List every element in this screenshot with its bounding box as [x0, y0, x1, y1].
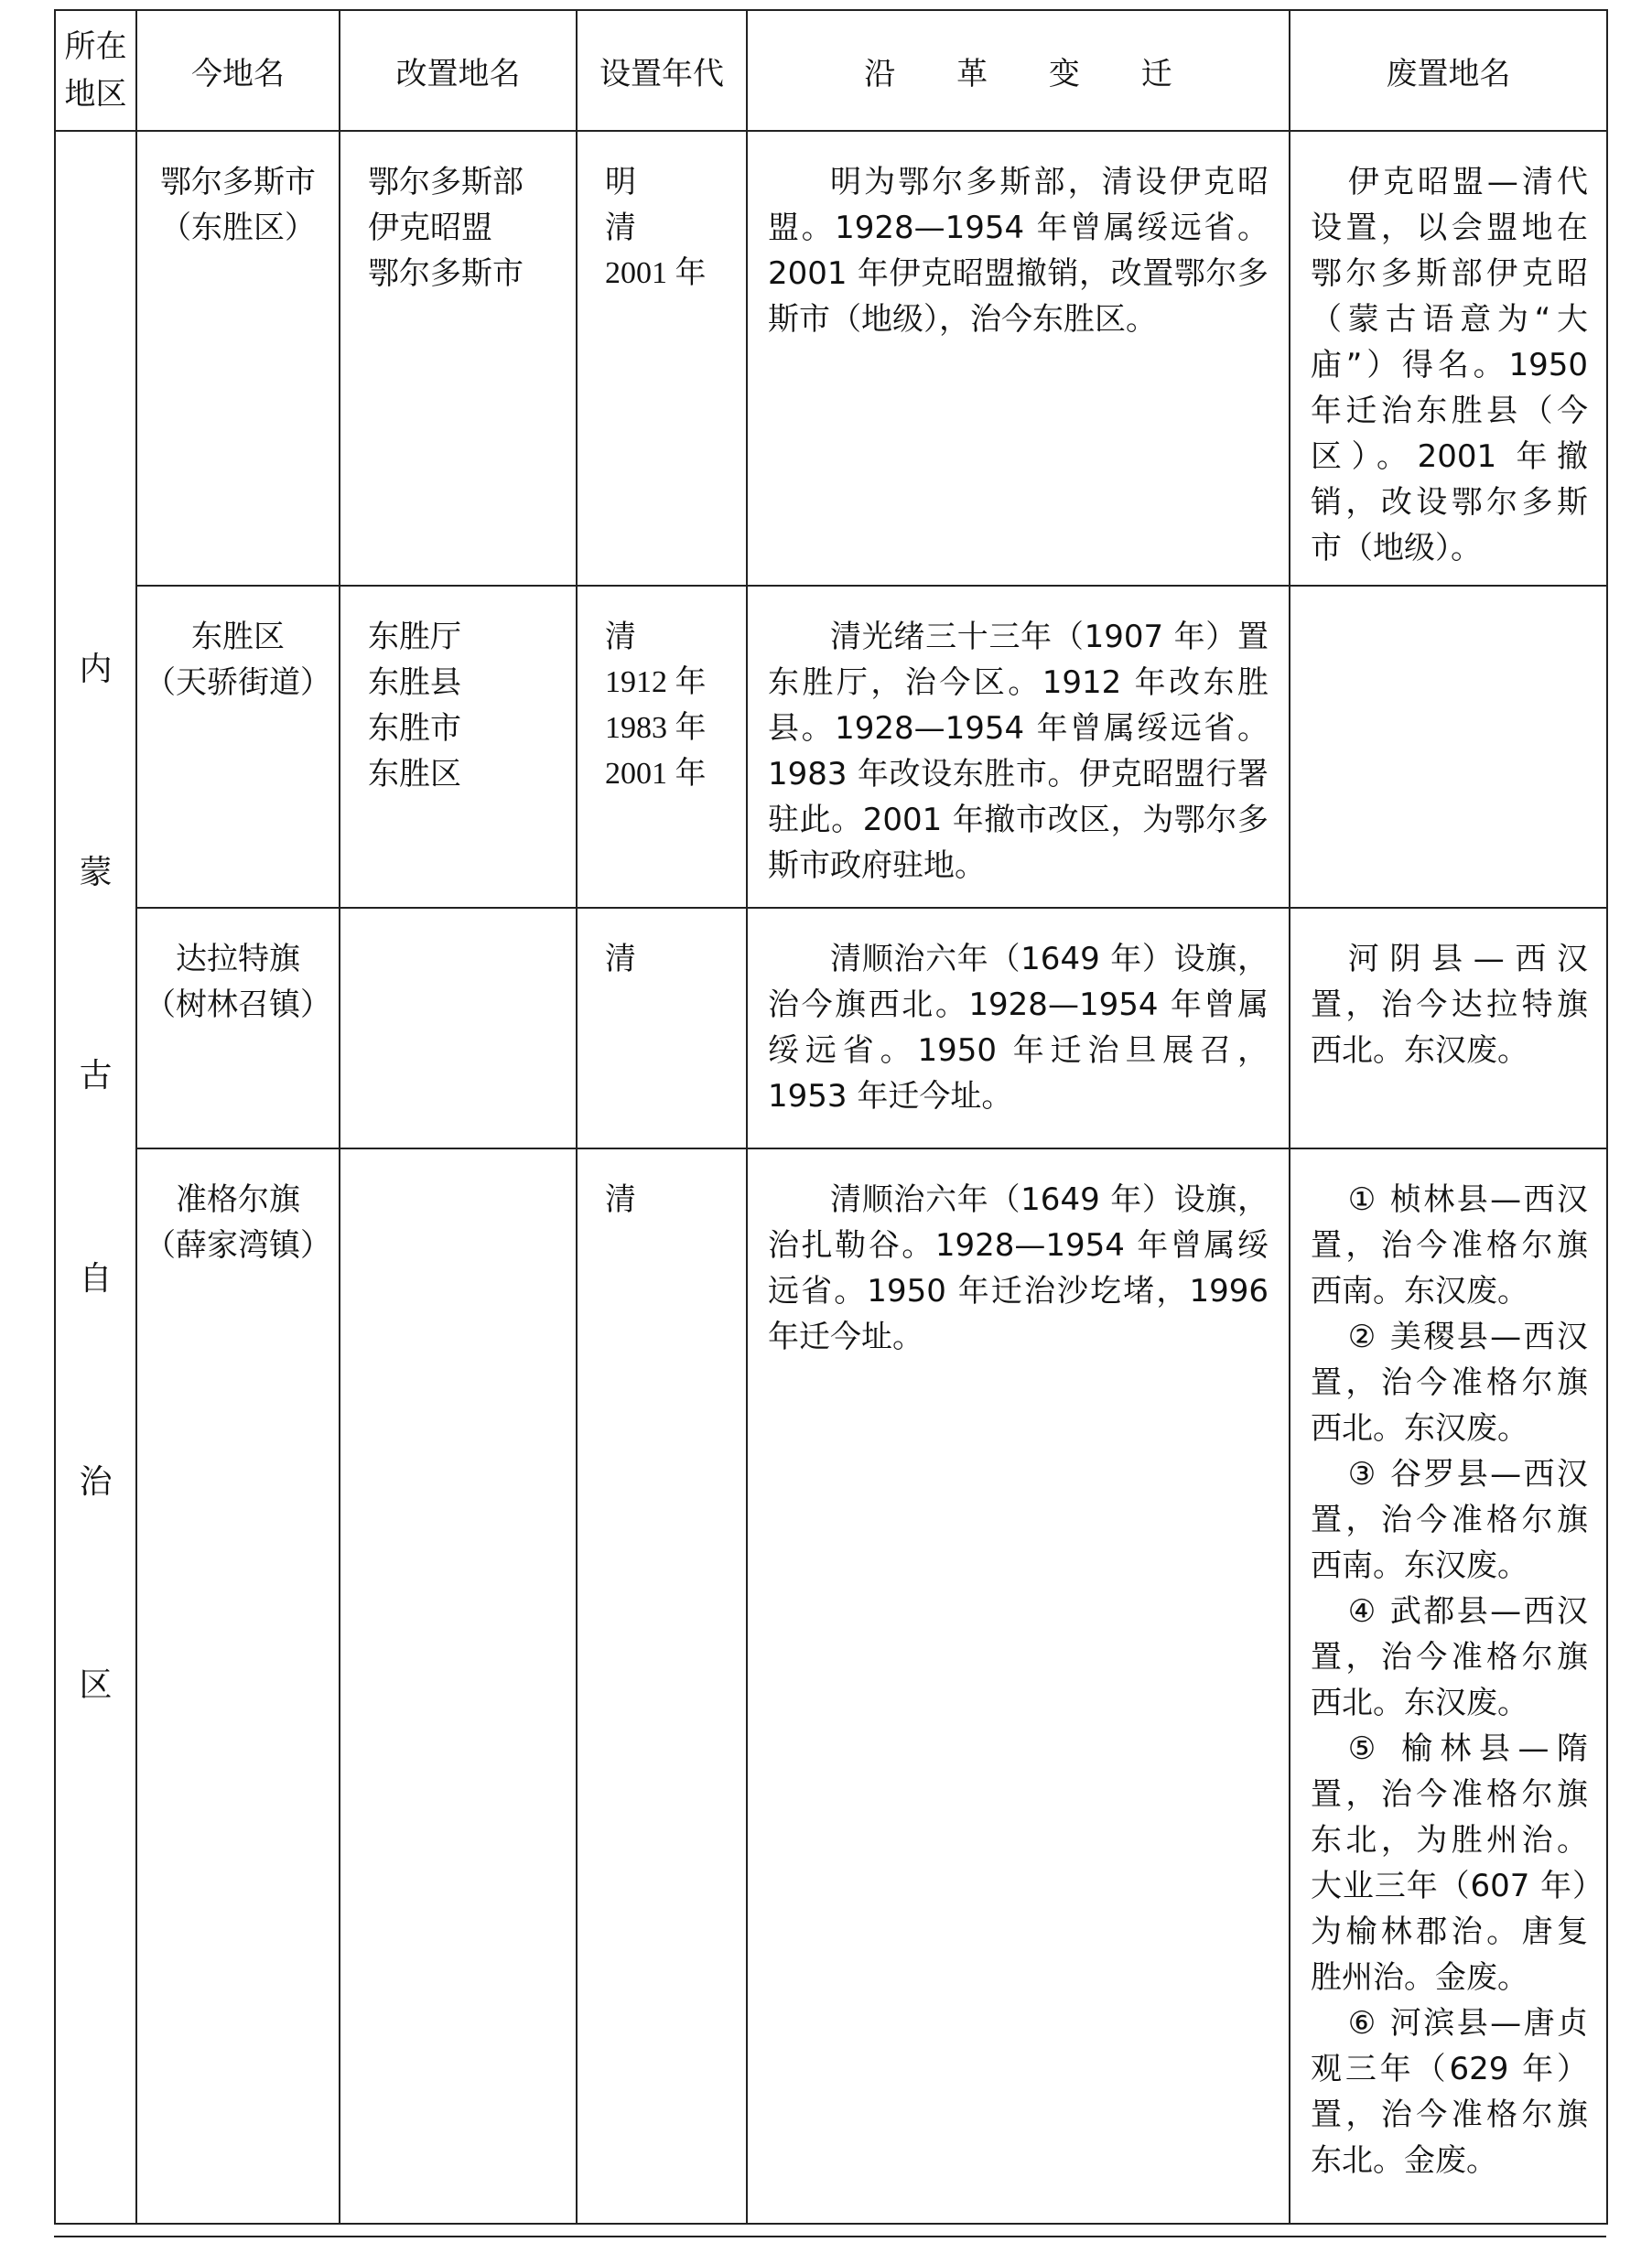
year-cell: [577, 908, 747, 1148]
year-item: 清: [605, 210, 636, 246]
abolished-cell: [1290, 1148, 1607, 2224]
current-name-cell: [136, 131, 340, 586]
year-item: 1983 年: [605, 711, 707, 745]
header-renamed: 改置地名: [340, 10, 577, 131]
bottom-rule: [54, 2236, 1606, 2237]
region-char: 古: [79, 1056, 113, 1094]
place-name: 达拉特旗: [176, 941, 300, 977]
place-name: 准格尔旗: [176, 1181, 300, 1218]
renamed-item: 东胜市: [368, 710, 461, 747]
header-row: [55, 10, 1607, 131]
renamed-item: 东胜厅: [368, 619, 461, 655]
abolished-cell: [1290, 131, 1607, 586]
seat-name: （薛家湾镇）: [145, 1227, 331, 1264]
region-cell: [55, 131, 136, 2224]
history-cell: 清顺治六年（1649 年）设旗，治今旗西北。1928—1954 年曾属绥远省。1950 年迁治旦展召，1953 年迁今址。: [747, 908, 1290, 1148]
renamed-cell: [340, 1148, 577, 2224]
abolished-item: 伊克昭盟—清代设置，以会盟地在鄂尔多斯部伊克昭（蒙古语意为“大庙”）得名。1950 年迁治东胜县（今区）。2001 年撤销，改设鄂尔多斯市（地级）。: [1311, 164, 1588, 566]
table-row: [55, 131, 1607, 586]
current-name-cell: [136, 908, 340, 1148]
year-item: 1912 年: [605, 665, 707, 699]
header-region: 所在 地区: [55, 10, 136, 131]
region-char: 内: [79, 650, 113, 688]
history-cell: 清光绪三十三年（1907 年）置东胜厅，治今区。1912 年改东胜县。1928—1954 年曾属绥远省。1983 年改设东胜市。伊克昭盟行署驻此。2001 年撤市改区，为鄂尔多斯市政府驻地。: [747, 586, 1290, 908]
year-item: 2001 年: [605, 757, 707, 791]
region-char: 治: [79, 1462, 113, 1501]
year-item: 2001 年: [605, 256, 707, 290]
header-abolished: 废置地名: [1290, 10, 1607, 131]
renamed-item: 伊克昭盟: [368, 210, 492, 246]
history-cell: 明为鄂尔多斯部，清设伊克昭盟。1928—1954 年曾属绥远省。2001 年伊克昭盟撤销，改置鄂尔多斯市（地级），治今东胜区。: [747, 131, 1290, 586]
place-name: 东胜区: [191, 619, 285, 655]
seat-name: （天骄街道）: [145, 664, 331, 701]
history-cell: 清顺治六年（1649 年）设旗，治扎勒谷。1928—1954 年曾属绥远省。1950 年迁治沙圪堵，1996 年迁今址。: [747, 1148, 1290, 2224]
place-name: 鄂尔多斯市: [160, 164, 316, 200]
renamed-cell: [340, 131, 577, 586]
header-year: 设置年代: [577, 10, 747, 131]
abolished-item: ② 美稷县—西汉置，治今准格尔旗西北。东汉废。: [1311, 1319, 1588, 1447]
abolished-item: 河阴县—西汉置，治今达拉特旗西北。东汉废。: [1311, 941, 1588, 1069]
table-row: [55, 1148, 1607, 2224]
seat-name: （树林召镇）: [145, 986, 331, 1023]
year-item: 清: [605, 941, 636, 977]
abolished-cell: [1290, 908, 1607, 1148]
region-char: 自: [79, 1259, 113, 1298]
history-table: [54, 9, 1608, 2225]
renamed-cell: [340, 586, 577, 908]
year-cell: [577, 1148, 747, 2224]
current-name-cell: [136, 1148, 340, 2224]
abolished-item: ⑥ 河滨县—唐贞观三年（629 年）置，治今准格尔旗东北。金废。: [1311, 2005, 1588, 2179]
renamed-item: 鄂尔多斯部: [368, 164, 524, 200]
abolished-item: ⑤ 榆林县—隋置，治今准格尔旗东北，为胜州治。大业三年（607 年）为榆林郡治。唐复胜州治。金废。: [1311, 1730, 1588, 1996]
abolished-cell: [1290, 586, 1607, 908]
year-item: 清: [605, 1181, 636, 1218]
header-history: 沿 革 变 迁: [747, 10, 1290, 131]
year-item: 清: [605, 619, 636, 655]
seat-name: （东胜区）: [160, 210, 316, 246]
year-cell: [577, 131, 747, 586]
abolished-item: ③ 谷罗县—西汉置，治今准格尔旗西南。东汉废。: [1311, 1456, 1588, 1584]
abolished-item: ④ 武都县—西汉置，治今准格尔旗西北。东汉废。: [1311, 1593, 1588, 1721]
renamed-cell: [340, 908, 577, 1148]
renamed-item: 东胜区: [368, 756, 461, 792]
abolished-item: ① 桢林县—西汉置，治今准格尔旗西南。东汉废。: [1311, 1181, 1588, 1310]
renamed-item: 东胜县: [368, 664, 461, 701]
header-current-name: 今地名: [136, 10, 340, 131]
current-name-cell: [136, 586, 340, 908]
year-cell: [577, 586, 747, 908]
year-item: 明: [605, 164, 636, 200]
renamed-item: 鄂尔多斯市: [368, 255, 524, 292]
region-char: 蒙: [79, 853, 113, 891]
table-row: [55, 586, 1607, 908]
region-char: 区: [79, 1665, 113, 1704]
table-row: [55, 908, 1607, 1148]
